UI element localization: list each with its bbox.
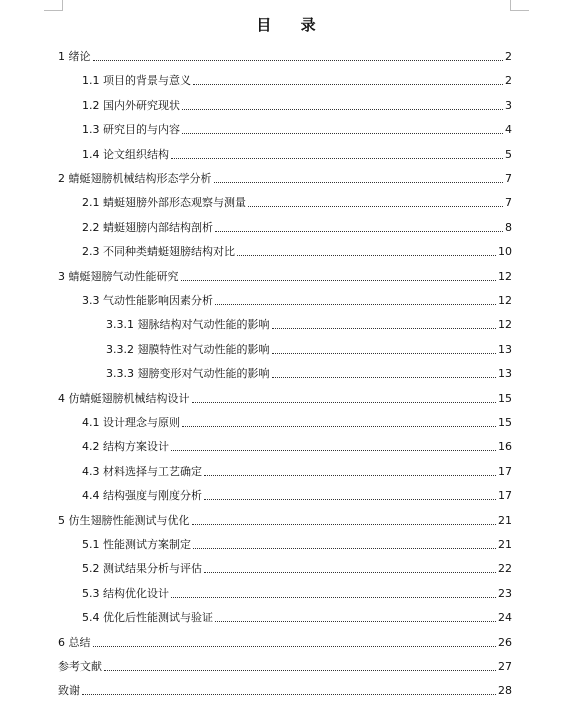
toc-leader-dots [171, 597, 496, 598]
toc-entry[interactable] [106, 357, 512, 381]
toc-entry-label: 参考文献 [58, 660, 102, 673]
toc-entry[interactable] [58, 260, 512, 284]
toc-entry-label: 3 蜻蜓翅膀气动性能研究 [58, 269, 179, 283]
toc-entry-label: 1.1 项目的背景与意义 [82, 74, 191, 88]
toc-entry[interactable] [82, 455, 512, 479]
page-corner-mark-left [44, 0, 63, 11]
toc-entry-page-number: 21 [498, 513, 512, 527]
toc-entry-page-number: 2 [505, 74, 512, 88]
toc-leader-dots [204, 475, 496, 476]
toc-entry-label: 1.4 论文组织结构 [82, 147, 169, 161]
toc-entry-label: 2.1 蜻蜓翅膀外部形态观察与测量 [82, 196, 246, 210]
toc-entry-page-number: 17 [498, 464, 512, 478]
toc-entry[interactable] [58, 40, 512, 64]
toc-entry-page-number: 24 [498, 611, 512, 625]
toc-leader-dots [272, 353, 497, 354]
toc-entry-label: 5.3 结构优化设计 [82, 586, 169, 600]
toc-entry-label: 2 蜻蜓翅膀机械结构形态学分析 [58, 172, 212, 185]
toc-entry[interactable] [82, 138, 512, 162]
toc-entry-label: 1.3 研究目的与内容 [82, 123, 180, 137]
toc-leader-dots [192, 524, 497, 525]
toc-leader-dots [272, 328, 497, 329]
toc-leader-dots [204, 499, 496, 500]
toc-entry-label: 4.1 设计理念与原则 [82, 416, 180, 429]
toc-title: 目 录 [256, 16, 328, 34]
toc-entry-label: 1 绪论 [58, 50, 91, 63]
toc-entry[interactable] [82, 406, 512, 430]
toc-entry-label: 致谢 [58, 684, 80, 698]
toc-leader-dots [82, 694, 496, 695]
toc-entry-label: 3.3 气动性能影响因素分析 [82, 294, 213, 307]
toc-entry[interactable] [82, 430, 512, 454]
toc-entry-page-number: 26 [498, 635, 512, 649]
toc-leader-dots [193, 548, 496, 549]
toc-entry-label: 2.2 蜻蜓翅膀内部结构剖析 [82, 220, 213, 234]
toc-leader-dots [215, 621, 496, 622]
toc-entry[interactable] [82, 577, 512, 601]
toc-entry-label: 2.3 不同种类蜻蜓翅膀结构对比 [82, 245, 235, 259]
toc-entry-page-number: 22 [498, 562, 512, 576]
toc-entry-label: 6 总结 [58, 635, 91, 649]
toc-entry-label: 4 仿蜻蜓翅膀机械结构设计 [58, 391, 190, 405]
toc-leader-dots [104, 670, 496, 671]
toc-entry[interactable] [82, 89, 512, 113]
toc-entry[interactable] [58, 674, 512, 698]
toc-entry[interactable] [58, 504, 512, 528]
toc-entry-page-number: 12 [498, 269, 512, 283]
toc-entry-page-number: 12 [498, 318, 512, 332]
toc-entry-page-number: 3 [505, 98, 512, 112]
toc-entry-label: 3.3.1 翅脉结构对气动性能的影响 [106, 318, 270, 332]
toc-entry[interactable] [82, 479, 512, 503]
toc-entry[interactable] [82, 552, 512, 576]
toc-leader-dots [181, 280, 497, 281]
toc-entry-page-number: 21 [498, 538, 512, 551]
toc-entry-page-number: 27 [498, 660, 512, 673]
toc-entry-label: 5.1 性能测试方案制定 [82, 538, 191, 551]
toc-entry-page-number: 17 [498, 489, 512, 503]
toc-leader-dots [192, 402, 497, 403]
toc-entry[interactable] [58, 650, 512, 674]
toc-leader-dots [237, 255, 496, 256]
toc-leader-dots [171, 450, 496, 451]
toc-leader-dots [93, 60, 504, 61]
toc-entry[interactable] [82, 601, 512, 625]
toc-entry[interactable] [82, 186, 512, 210]
toc-leader-dots [215, 304, 496, 305]
toc-leader-dots [215, 231, 503, 232]
toc-entry-page-number: 12 [498, 294, 512, 307]
toc-entry-page-number: 13 [498, 367, 512, 381]
toc-entry-page-number: 10 [498, 245, 512, 259]
toc-entry[interactable] [82, 64, 512, 88]
toc-entry-label: 3.3.3 翅膀变形对气动性能的影响 [106, 367, 270, 381]
toc-entry[interactable] [58, 162, 512, 186]
toc-entry[interactable] [82, 211, 512, 235]
toc-entry[interactable] [82, 284, 512, 308]
toc-leader-dots [171, 158, 503, 159]
toc-entry-page-number: 4 [505, 123, 512, 137]
toc-leader-dots [204, 572, 496, 573]
toc-leader-dots [182, 109, 503, 110]
toc-entry-label: 5.2 测试结果分析与评估 [82, 562, 202, 576]
toc-entry-page-number: 15 [498, 416, 512, 429]
toc-leader-dots [193, 84, 503, 85]
toc-entry-label: 4.4 结构强度与刚度分析 [82, 489, 202, 503]
toc-entry-page-number: 13 [498, 342, 512, 356]
toc-leader-dots [93, 646, 497, 647]
toc-entry-page-number: 2 [505, 50, 512, 63]
toc-entry-label: 4.2 结构方案设计 [82, 440, 169, 454]
toc-entry-page-number: 23 [498, 586, 512, 600]
toc-leader-dots [214, 182, 504, 183]
toc-entry[interactable] [58, 382, 512, 406]
toc-entry-label: 4.3 材料选择与工艺确定 [82, 464, 202, 478]
toc-entry[interactable] [82, 113, 512, 137]
toc-entry-page-number: 7 [505, 172, 512, 185]
toc-entry[interactable] [82, 235, 512, 259]
toc-entry[interactable] [106, 333, 512, 357]
toc-entry-page-number: 16 [498, 440, 512, 454]
toc-entry-label: 1.2 国内外研究现状 [82, 98, 180, 112]
page-corner-mark-right [510, 0, 529, 11]
toc-entry-page-number: 28 [498, 684, 512, 698]
toc-leader-dots [182, 133, 503, 134]
toc-leader-dots [248, 206, 503, 207]
toc-entry-page-number: 15 [498, 391, 512, 405]
toc-entry[interactable] [82, 528, 512, 552]
toc-entry-label: 3.3.2 翅膜特性对气动性能的影响 [106, 342, 270, 356]
toc-entry-page-number: 5 [505, 147, 512, 161]
toc-entry-label: 5.4 优化后性能测试与验证 [82, 611, 213, 625]
toc-leader-dots [182, 426, 496, 427]
toc-entry-page-number: 7 [505, 196, 512, 210]
toc-entry-page-number: 8 [505, 220, 512, 234]
toc-entry[interactable] [106, 308, 512, 332]
toc-entry[interactable] [58, 626, 512, 650]
toc-leader-dots [272, 377, 497, 378]
toc-entry-label: 5 仿生翅膀性能测试与优化 [58, 513, 190, 527]
